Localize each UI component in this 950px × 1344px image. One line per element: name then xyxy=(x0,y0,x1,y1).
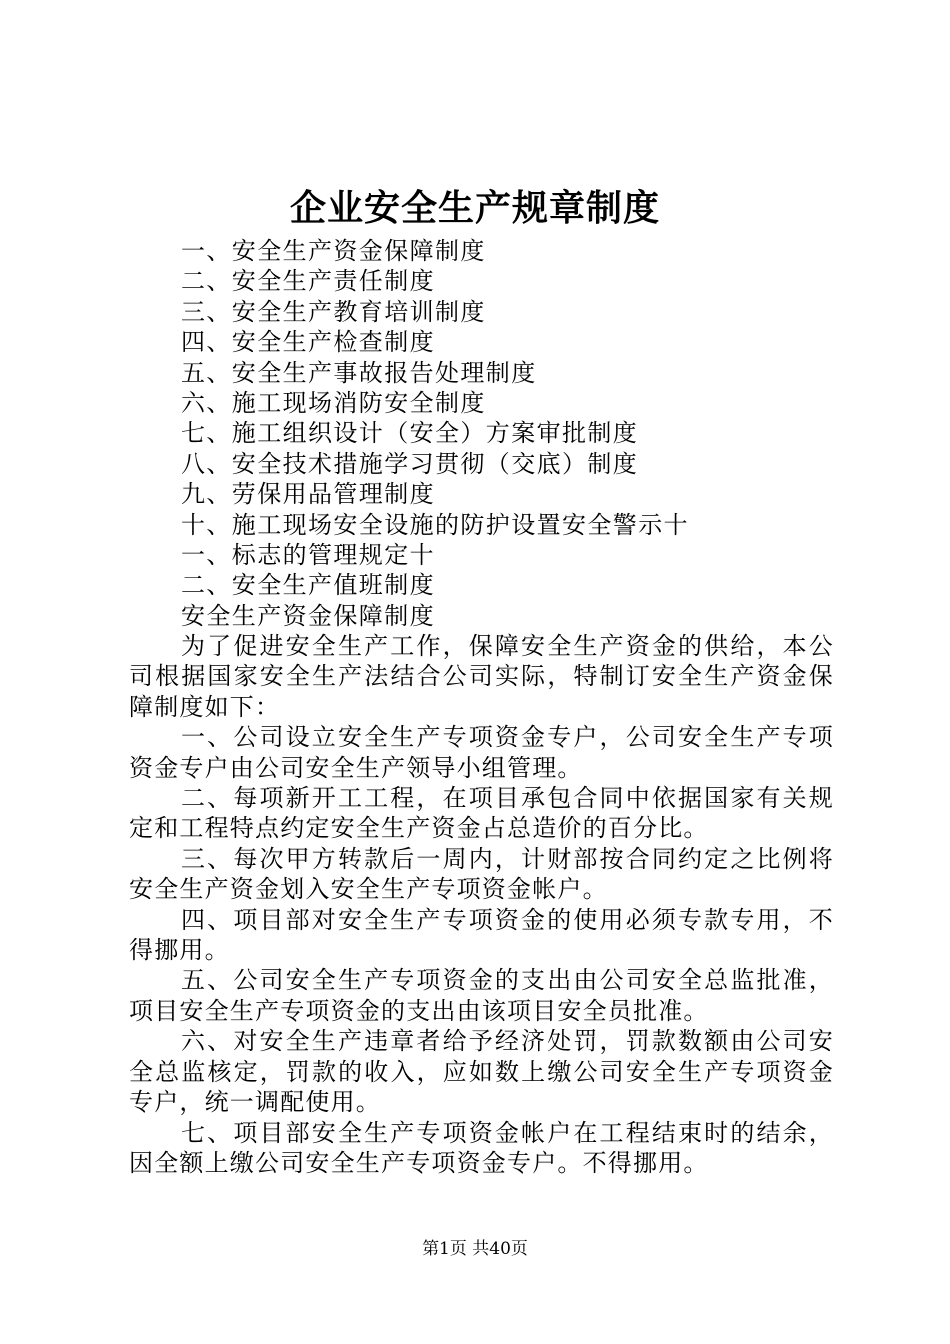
paragraph: 六、对安全生产违章者给予经济处罚，罚款数额由公司安全总监核定，罚款的收入，应如数上缴公司安全生产专项资金专户，统一调配使用。 xyxy=(129,1027,834,1117)
toc-item: 三、安全生产教育培训制度 xyxy=(181,297,486,326)
paragraph: 一、公司设立安全生产专项资金专户，公司安全生产专项资金专户由公司安全生产领导小组管理。 xyxy=(129,723,834,782)
toc-item: 五、安全生产事故报告处理制度 xyxy=(181,358,537,387)
toc-item: 一、安全生产资金保障制度 xyxy=(181,237,486,265)
section-heading: 安全生产资金保障制度 xyxy=(181,601,435,630)
toc-item: 九、劳保用品管理制度 xyxy=(181,480,435,509)
paragraph: 二、每项新开工工程，在项目承包合同中依据国家有关规定和工程特点约定安全生产资金占总造价的百分比。 xyxy=(129,784,834,843)
toc-item: 一、标志的管理规定十 xyxy=(181,540,435,569)
toc-item: 八、安全技术措施学习贯彻（交底）制度 xyxy=(181,449,639,478)
table-of-contents xyxy=(181,236,689,631)
toc-item: 六、施工现场消防安全制度 xyxy=(181,388,486,417)
toc-item: 二、安全生产值班制度 xyxy=(181,571,435,600)
document-title: 企业安全生产规章制度 xyxy=(289,187,660,229)
page-footer: 第1页 共40页 xyxy=(422,1239,528,1259)
paragraph: 三、每次甲方转款后一周内，计财部按合同约定之比例将安全生产资金划入安全生产专项资金帐户。 xyxy=(129,844,834,904)
paragraph: 为了促进安全生产工作，保障安全生产资金的供给，本公司根据国家安全生产法结合公司实际，特制订安全生产资金保障制度如下： xyxy=(129,632,834,721)
toc-item: 四、安全生产检查制度 xyxy=(181,328,435,357)
body-text xyxy=(129,631,834,1178)
toc-item: 十、施工现场安全设施的防护设置安全警示十 xyxy=(181,510,689,539)
toc-item: 七、施工组织设计（安全）方案审批制度 xyxy=(181,419,639,448)
paragraph: 四、项目部对安全生产专项资金的使用必须专款专用，不得挪用。 xyxy=(129,905,834,965)
toc-item: 二、安全生产责任制度 xyxy=(181,267,435,296)
paragraph: 五、公司安全生产专项资金的支出由公司安全总监批准，项目安全生产专项资金的支出由该项目安全员批准。 xyxy=(129,966,834,1025)
paragraph: 七、项目部安全生产专项资金帐户在工程结束时的结余，因全额上缴公司安全生产专项资金专户。不得挪用。 xyxy=(129,1118,834,1177)
